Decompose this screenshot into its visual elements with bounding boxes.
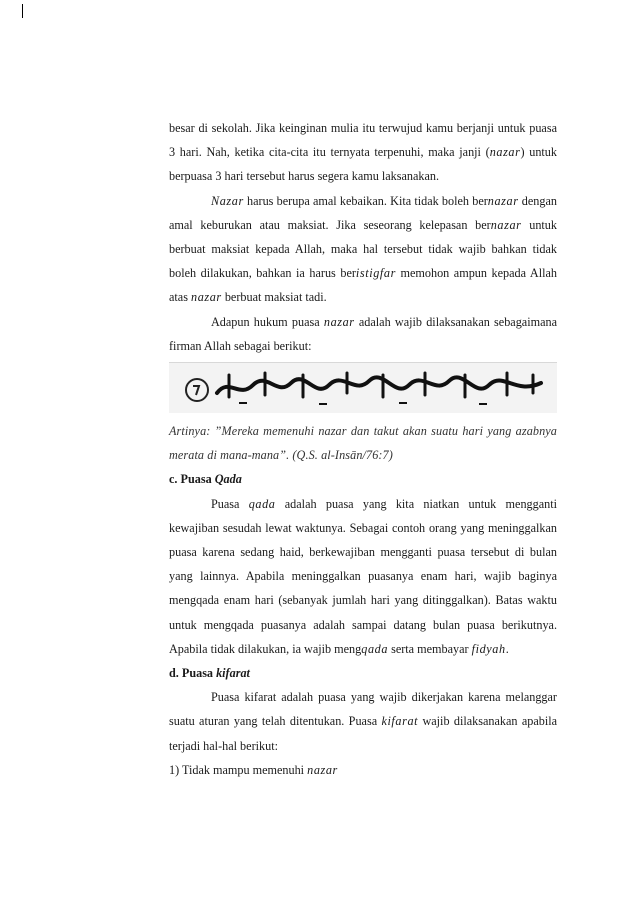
- text-run: ) untuk berpuasa 3 hari tersebut harus segera kamu laksanakan.: [169, 145, 557, 184]
- text-run: .: [505, 641, 509, 656]
- heading-puasa-qada: [169, 467, 557, 491]
- text-run: Adapun hukum puasa: [211, 314, 324, 329]
- italic-term: nazar: [487, 193, 519, 208]
- text-run: serta membayar: [388, 641, 472, 656]
- heading-italic: Qada: [214, 472, 242, 487]
- italic-term: Nazar: [211, 193, 244, 208]
- text-run: wajib dilaksanakan apabila terjadi hal-hal berikut:: [169, 714, 558, 753]
- list-item: [169, 758, 557, 782]
- document-page: [169, 116, 557, 782]
- italic-term: nazar: [323, 314, 355, 329]
- paragraph-puasa-kifarat: [169, 685, 557, 758]
- paragraph-puasa-qada: [169, 492, 557, 661]
- text-run: Puasa: [211, 496, 249, 511]
- paragraph-nazar-intro: [169, 116, 557, 189]
- text-run: besar di sekolah. Jika keinginan mulia itu terwujud kamu berjanji untuk puasa 3 hari. Nah, ketika cita-cita itu ternyata terpenuhi, maka janji (: [169, 121, 557, 160]
- italic-term: nazar: [191, 290, 222, 305]
- italic-term: fidyah: [471, 641, 506, 656]
- italic-term: kifarat: [381, 714, 419, 729]
- text-run: 1) Tidak mampu memenuhi: [169, 762, 308, 777]
- arabic-verse-image: [169, 362, 557, 413]
- italic-term: nazar: [490, 217, 522, 232]
- text-run: harus berupa amal kebaikan. Kita tidak boleh ber: [243, 193, 488, 208]
- italic-term: qada: [361, 641, 389, 656]
- text-run: adalah wajib dilaksanakan sebagaimana firman Allah sebagai berikut:: [169, 314, 557, 353]
- heading-text: d. Puasa: [169, 666, 217, 681]
- arabic-calligraphy-graphic: [169, 363, 557, 413]
- text-run: adalah puasa yang kita niatkan untuk mengganti kewajiban sesudah lewat waktunya. Sebagai contoh orang yang meninggalkan puasa karena sedang haid, berkewajiban mengganti puasa tersebut di bulan yang lainnya. Apabila meninggalkan puasanya enam hari, wajib baginya mengqada enam hari (sebanyak jumlah hari yang ditinggalkan). Batas waktu untuk mengqada puasanya adalah sampai datang bulan puasa berikutnya. Apabila tidak dilakukan, ia wajib meng: [169, 496, 557, 656]
- text-cursor: [22, 4, 23, 18]
- paragraph-nazar-rules: [169, 189, 557, 310]
- italic-term: nazar: [307, 762, 338, 777]
- heading-text: c. Puasa: [169, 472, 215, 487]
- text-run: dengan amal keburukan atau maksiat. Jika seseorang kelepasan ber: [169, 193, 557, 232]
- italic-term: nazar: [489, 145, 521, 160]
- paragraph-nazar-law: [169, 310, 557, 358]
- italic-term: istigfar: [355, 266, 396, 281]
- heading-puasa-kifarat: [169, 661, 557, 685]
- text-run: Puasa kifarat adalah puasa yang wajib dikerjakan karena melanggar suatu aturan yang telah ditentukan. Puasa: [169, 690, 557, 729]
- text-run: memohon ampun kepada Allah atas: [169, 266, 558, 305]
- italic-term: qada: [248, 496, 276, 511]
- text-run: berbuat maksiat tadi.: [221, 290, 327, 305]
- heading-italic: kifarat: [216, 666, 250, 681]
- verse-translation: Artinya: ”Mereka memenuhi nazar dan takut akan suatu hari yang azabnya merata di mana-mana”. (Q.S. al-Insān/76:7): [169, 424, 557, 463]
- text-run: untuk berbuat maksiat kepada Allah, maka hal tersebut tidak wajib bahkan tidak boleh dilakukan, bahkan ia harus ber: [169, 217, 557, 281]
